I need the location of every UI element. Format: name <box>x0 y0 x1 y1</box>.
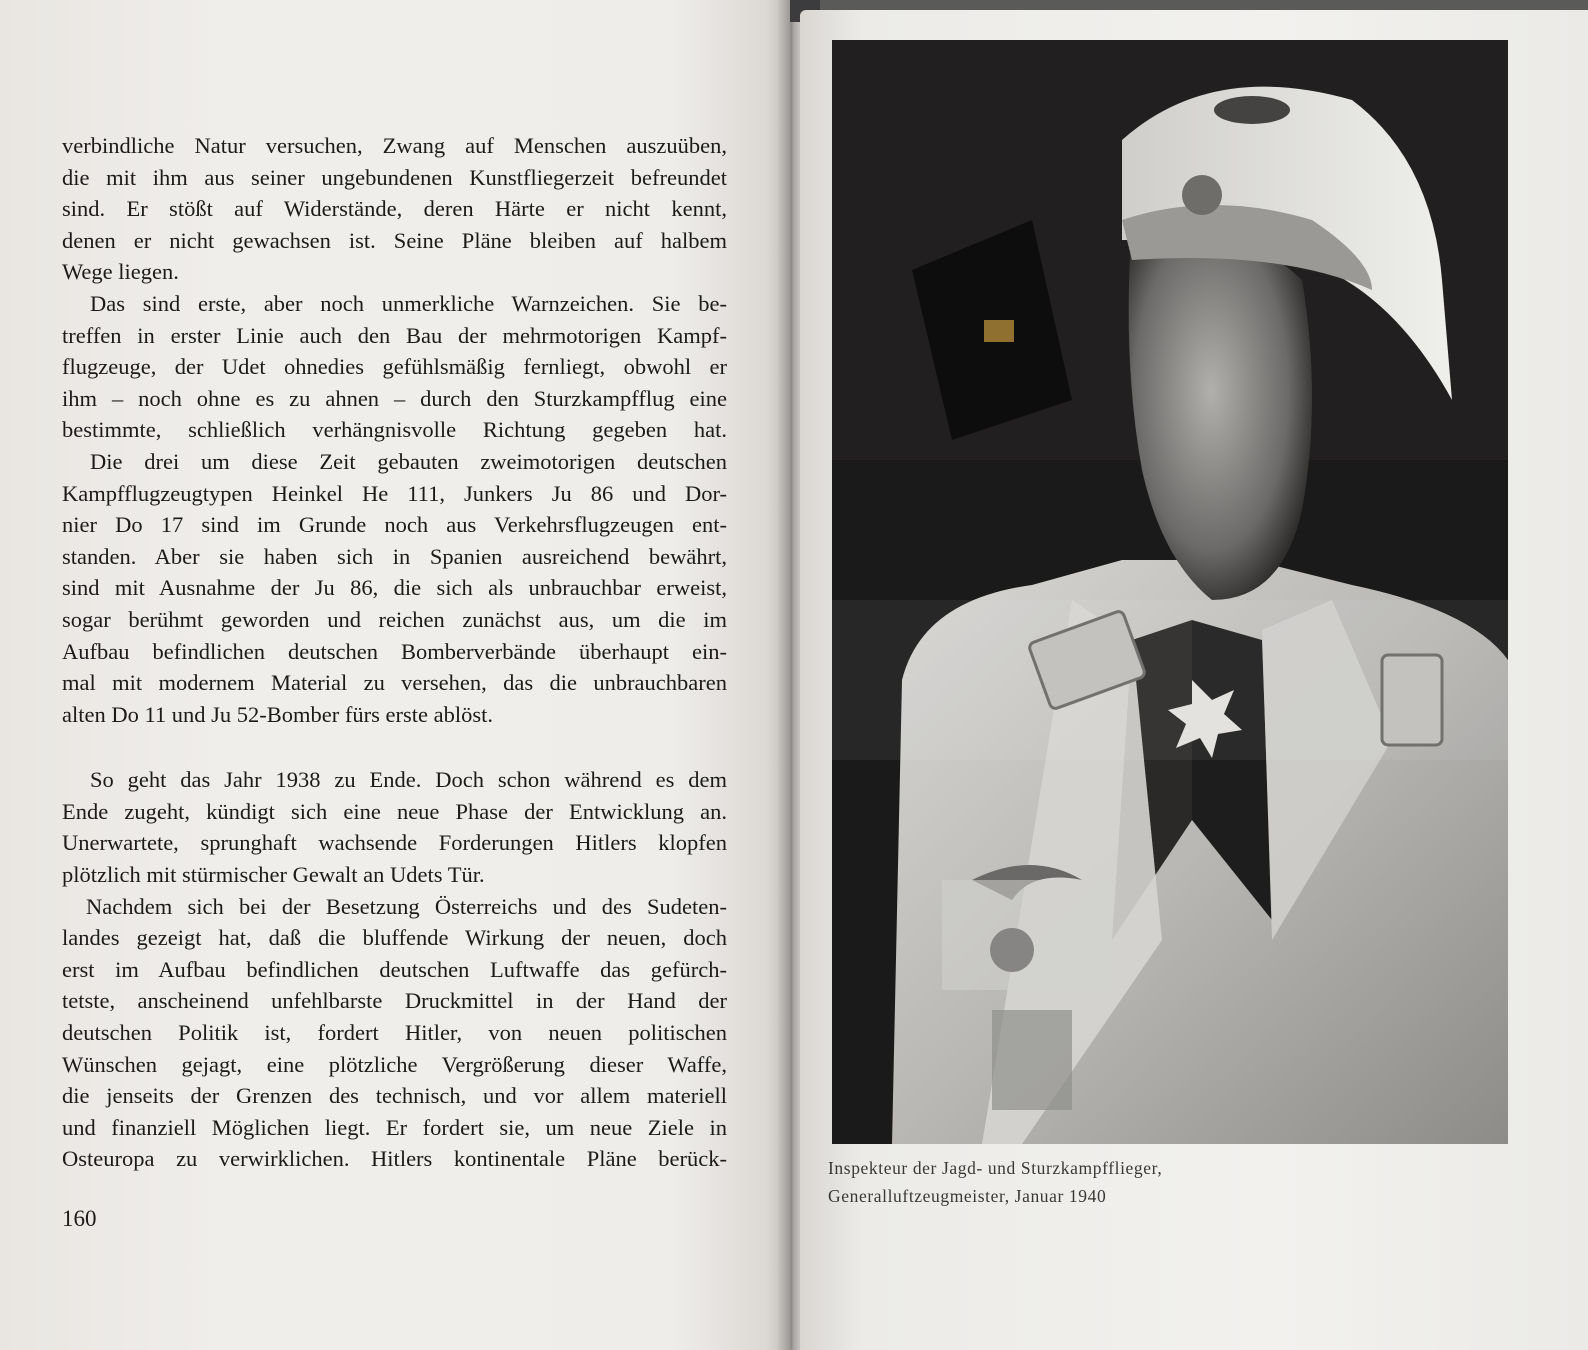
text-line: Wege liegen. <box>62 259 179 285</box>
text-line: nier Do 17 sind im Grunde noch aus Verkehrsflugzeugen ent- <box>62 512 727 538</box>
text-line: Kampfflugzeugtypen Heinkel He 111, Junkers Ju 86 und Dor- <box>62 480 727 506</box>
text-line: Nachdem sich bei der Besetzung Österreichs und des Sudeten- <box>86 893 727 919</box>
text-line: tetste, anscheinend unfehlbarste Druckmittel in der Hand der <box>62 988 727 1014</box>
paragraph-1 <box>62 130 727 288</box>
section-gap <box>62 730 727 764</box>
photo-caption <box>828 1154 1248 1210</box>
text-line: Wünschen gejagt, eine plötzliche Vergrößerung dieser Waffe, <box>62 1051 727 1077</box>
paragraph-4 <box>62 764 727 890</box>
portrait-icon <box>832 40 1508 1144</box>
text-line: sind. Er stößt auf Widerstände, deren Härte er nicht kennt, <box>62 196 727 222</box>
paragraph-3 <box>62 446 727 730</box>
text-line: ihm – noch ohne es zu ahnen – durch den Sturzkampfflug eine <box>62 385 727 411</box>
text-line: sind mit Ausnahme der Ju 86, die sich als unbrauchbar erweist, <box>62 575 727 601</box>
text-line: und finanziell Möglichen liegt. Er fordert sie, um neue Ziele in <box>62 1114 727 1140</box>
text-line: Das sind erste, aber noch unmerkliche Warnzeichen. Sie be- <box>90 290 727 316</box>
text-line: erst im Aufbau befindlichen deutschen Luftwaffe das gefürch- <box>62 956 727 982</box>
caption-line: Generalluftzeugmeister, Januar 1940 <box>828 1186 1107 1206</box>
paragraph-2 <box>62 288 727 446</box>
text-line: denen er nicht gewachsen ist. Seine Pläne bleiben auf halbem <box>62 227 727 253</box>
page-number: 160 <box>62 1206 97 1231</box>
text-line: die jenseits der Grenzen des technisch, und vor allem materiell <box>62 1083 727 1109</box>
text-line: So geht das Jahr 1938 zu Ende. Doch schon während es dem <box>90 767 727 793</box>
text-line: verbindliche Natur versuchen, Zwang auf Menschen auszuüben, <box>62 133 727 158</box>
text-line: Ende zugeht, kündigt sich eine neue Phase der Entwicklung an. <box>62 798 727 824</box>
text-line: bestimmte, schließlich verhängnisvolle Richtung gegeben hat. <box>62 417 727 443</box>
text-line: flugzeuge, der Udet ohnedies gefühlsmäßig fernliegt, obwohl er <box>62 354 727 380</box>
text-line: landes gezeigt hat, daß die bluffende Wirkung der neuen, doch <box>62 925 727 951</box>
text-line: Die drei um diese Zeit gebauten zweimotorigen deutschen <box>90 448 727 474</box>
portrait-photo <box>832 40 1508 1144</box>
text-line: die mit ihm aus seiner ungebundenen Kunstfliegerzeit befreundet <box>62 164 727 190</box>
paragraph-5 <box>62 891 727 1175</box>
text-line: Unerwartete, sprunghaft wachsende Forderungen Hitlers klopfen <box>62 830 727 856</box>
text-line: plötzlich mit stürmischer Gewalt an Udets Tür. <box>62 862 485 888</box>
text-line: Aufbau befindlichen deutschen Bomberverbände überhaupt ein- <box>62 638 727 664</box>
text-line: deutschen Politik ist, fordert Hitler, von neuen politischen <box>62 1020 727 1046</box>
text-line: mal mit modernem Material zu versehen, das die unbrauchbaren <box>62 670 727 696</box>
caption-line: Inspekteur der Jagd- und Sturzkampfflieger, <box>828 1158 1163 1178</box>
text-line: Osteuropa zu verwirklichen. Hitlers kontinentale Pläne berück- <box>62 1146 727 1172</box>
body-text <box>62 130 727 1175</box>
text-line: standen. Aber sie haben sich in Spanien ausreichend bewährt, <box>62 543 727 569</box>
text-line: treffen in erster Linie auch den Bau der mehrmotorigen Kampf- <box>62 322 727 348</box>
text-line: alten Do 11 und Ju 52-Bomber fürs erste ablöst. <box>62 701 493 727</box>
text-line: sogar berühmt geworden und reichen zunächst aus, um die im <box>62 606 727 632</box>
